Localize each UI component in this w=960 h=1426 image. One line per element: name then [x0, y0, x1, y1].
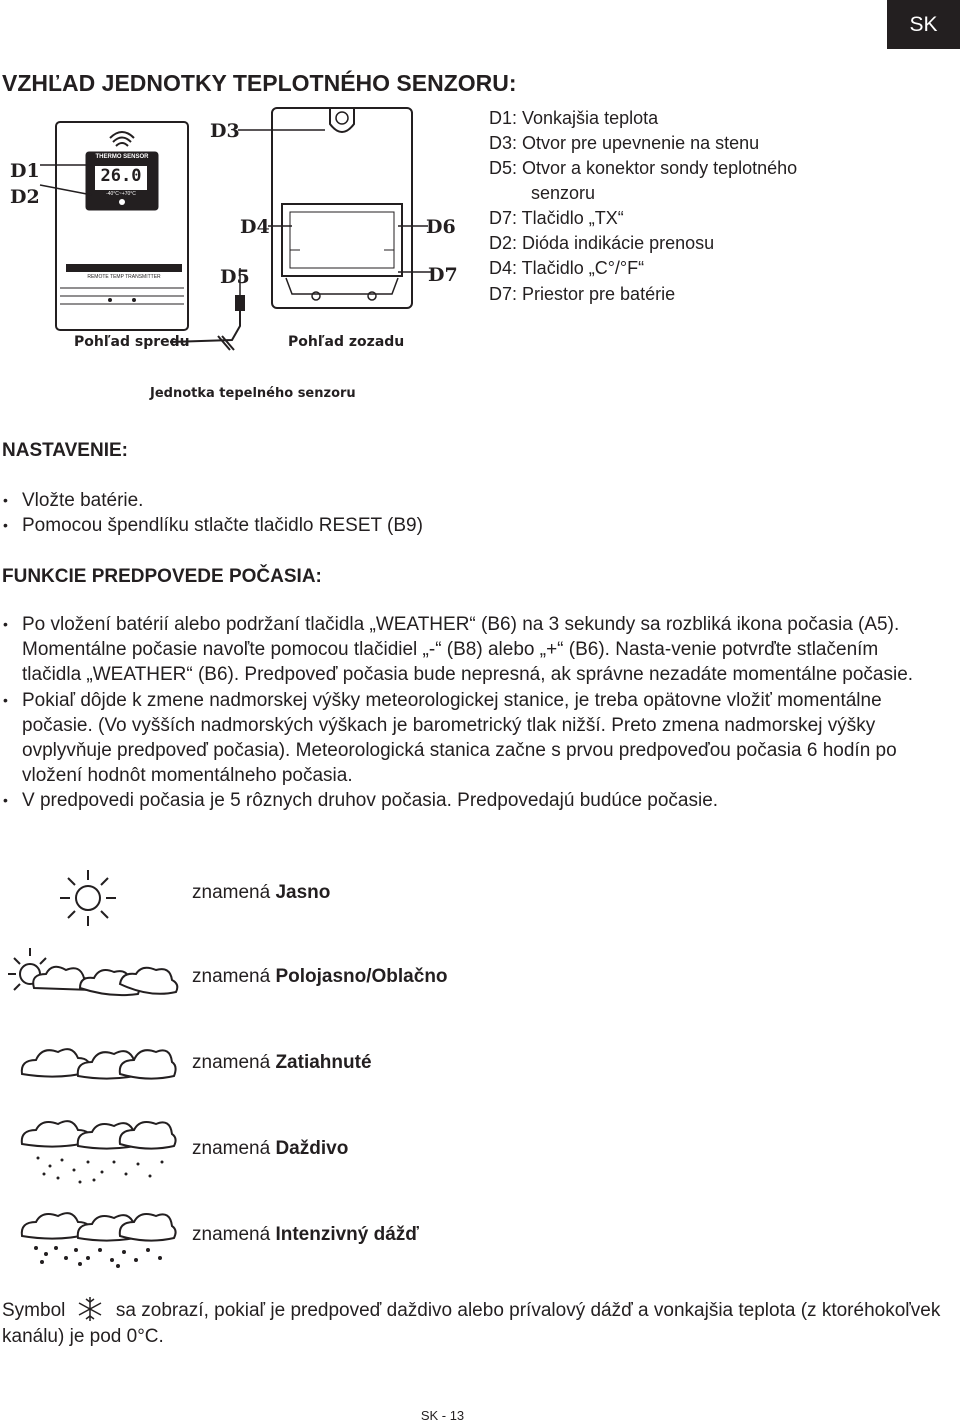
weather-row-rain: [0, 1112, 960, 1192]
setup-list: [2, 488, 922, 538]
back-view-device: [272, 108, 412, 308]
legend-item: D7: Priestor pre batérie: [489, 284, 676, 304]
weather-label-rain: znamená Daždivo: [192, 1138, 349, 1159]
heavy-rain-icon: [18, 1208, 178, 1268]
weather-label-heavy-rain: znamená Intenzivný dážď: [192, 1224, 419, 1245]
legend-item: D2: Dióda indikácie prenosu: [489, 233, 715, 253]
snowflake-icon: [75, 1296, 105, 1322]
device-footer: REMOTE TEMP TRANSMITTER: [87, 274, 161, 280]
list-item: • Vložte batérie.: [2, 488, 922, 513]
legend-item: D3: Otvor pre upevnenie na stenu: [489, 133, 760, 153]
list-item: • Po vložení batérií alebo podržaní tlačidla „WEATHER“ (B6) na 3 sekundy sa rozbliká ikona počasia (A5). Momentálne počasie navoľte pomocou tlačidiel „-“ (B8) alebo „+“ (B6). Nasta-venie potvrďte stlačením tlačidla „WEATHER“ (B6). Predpoveď počasia bude nepresná, ak správne nezadáte momentálne počasie.: [2, 612, 922, 688]
list-item: • Pomocou špendlíku stlačte tlačidlo RESET (B9): [2, 513, 922, 538]
language-tab: SK: [887, 0, 960, 49]
list-item: • Pokiaľ dôjde k zmene nadmorskej výšky meteorologickej stanice, je treba opätovne vložiť momentálne počasie. (Vo vyšších nadmorských výškach je barometrický tlak nižší. Preto zmena nadmorskej výšky ovplyvňuje predpoveď počasia). Meteorologická stanica začne s prvou predpoveďou počasia 6 hodín po vložení hodnôt momentálneho počasia.: [2, 688, 922, 789]
rain-icon: [18, 1114, 178, 1186]
cloudy-icon: [18, 1034, 178, 1090]
legend-item: senzoru: [531, 183, 596, 203]
label-d3: D3: [210, 120, 240, 142]
weather-label-partly-cloudy: znamená Polojasno/Oblačno: [192, 966, 448, 987]
sensor-unit-caption: Jednotka tepelného senzoru: [150, 386, 356, 401]
symbol-note-before: Symbol: [2, 1300, 66, 1321]
snowflake-symbol-note: [2, 1296, 942, 1350]
weather-label-cloudy: znamená Zatiahnuté: [192, 1052, 372, 1073]
weather-row-partly-cloudy: [0, 944, 960, 1024]
section-title-forecast: FUNKCIE PREDPOVEDE POČASIA:: [2, 566, 322, 587]
legend-item: D4: Tlačidlo „C°/°F“: [489, 258, 645, 278]
partly-cloudy-icon: [0, 944, 180, 1004]
label-d4: D4: [240, 216, 270, 238]
forecast-list: [2, 612, 922, 814]
page-number: SK - 13: [420, 1408, 465, 1423]
section-title-setup: NASTAVENIE:: [2, 440, 128, 461]
back-view-caption: Pohľad zozadu: [288, 334, 405, 350]
section-title-sensor-view: VZHĽAD JEDNOTKY TEPLOTNÉHO SENZORU:: [2, 70, 517, 96]
label-d6: D6: [426, 216, 456, 238]
front-view-caption: Pohľad spredu: [74, 334, 190, 350]
legend-item: D5: Otvor a konektor sondy teplotného: [489, 158, 798, 178]
weather-label-sunny: znamená Jasno: [192, 882, 331, 903]
weather-row-heavy-rain: [0, 1196, 960, 1276]
device-brand: THERMO SENSOR: [95, 154, 149, 160]
weather-row-cloudy: [0, 1030, 960, 1110]
label-d2: D2: [10, 186, 40, 208]
sensor-diagram: [0, 100, 480, 410]
label-d5: D5: [220, 266, 250, 288]
device-range: -40°C~+70°C: [106, 191, 136, 197]
legend-item: D7: Tlačidlo „TX“: [489, 208, 624, 228]
sensor-diagram-drawing: [0, 100, 480, 410]
device-reading: 26.0: [100, 166, 142, 186]
sun-icon: [48, 866, 128, 926]
symbol-note-text: sa zobrazí, pokiaľ je predpoveď daždivo alebo prívalový dážď a vonkajšia teplota (z ktoréhokoľvek kanálu) je pod 0°C.: [2, 1300, 941, 1347]
list-item: • V predpovedi počasia je 5 rôznych druhov počasia. Predpovedajú budúce počasie.: [2, 788, 922, 813]
legend-item: D1: Vonkajšia teplota: [489, 108, 659, 128]
weather-row-sunny: [0, 860, 960, 940]
label-d7: D7: [428, 264, 458, 286]
label-d1: D1: [10, 160, 40, 182]
